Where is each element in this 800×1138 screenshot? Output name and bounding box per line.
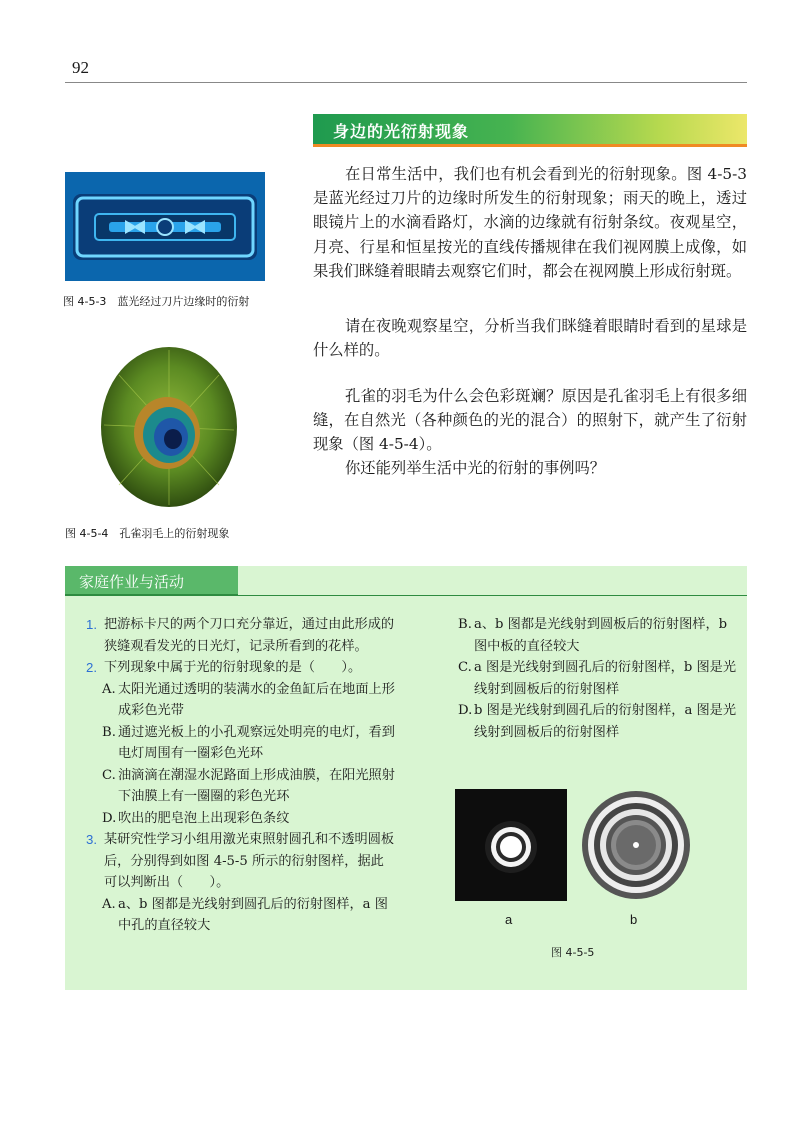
option-text: b 图是光线射到圆孔后的衍射图样，a 图是光线射到圆板后的衍射图样	[474, 703, 737, 740]
section-header	[313, 114, 747, 147]
paragraph-activity: 请在夜晚观察星空，分析当我们眯缝着眼睛时看到的星球是什么样的。	[313, 317, 747, 360]
homework-rule	[65, 595, 747, 596]
option-text: 吹出的肥皂泡上出现彩色条纹	[118, 810, 290, 826]
page-number: 92	[72, 58, 89, 77]
question-number: 1.	[86, 617, 97, 632]
figure-label-b: b	[630, 912, 638, 927]
homework-left-column	[86, 614, 396, 937]
homework-tab	[65, 566, 238, 596]
question-1	[86, 614, 396, 657]
paragraph-intro: 在日常生活中，我们也有机会看到光的衍射现象。图 4-5-3 是蓝光经过刀片的边缘时所发生的衍射现象；雨天的晚上，透过眼镜片上的水滴看路灯，水滴的边缘就有衍射条纹。夜观星空，月亮、行星和恒星按光的直线传播规律在我们视网膜上成像，如果我们眯缝着眼睛去观察它们时，都会在视网膜上形成衍射斑。	[313, 165, 747, 280]
option-text: 通过遮光板上的小孔观察远处明亮的电灯，看到电灯周围有一圈彩色光环	[118, 724, 395, 761]
figure-caption-4-5-5: 图 4-5-5	[551, 946, 595, 959]
option-text: 太阳光通过透明的装满水的金鱼缸后在地面上形成彩色光带	[118, 681, 395, 718]
option-3b	[458, 614, 742, 657]
figure-label-a: a	[505, 912, 513, 927]
option-key: A.	[102, 896, 116, 912]
option-key: A.	[102, 681, 116, 697]
paragraph-question: 你还能列举生活中光的衍射的事例吗？	[345, 459, 606, 477]
option-2b	[102, 722, 396, 765]
question-3	[86, 829, 396, 894]
question-text: 某研究性学习小组用激光束照射圆孔和不透明圆板后，分别得到如图 4-5-5 所示的衍射图样，据此可以判断出（ ）。	[104, 832, 395, 890]
option-2a	[102, 679, 396, 722]
option-key: D.	[458, 703, 473, 718]
option-key: B.	[102, 724, 116, 740]
section-title: 身边的光衍射现象	[333, 122, 470, 141]
header-rule	[65, 82, 747, 83]
option-text: a 图是光线射到圆孔后的衍射图样，b 图是光线射到圆板后的衍射图样	[474, 660, 737, 697]
razor-blade-diffraction-image	[65, 172, 265, 281]
question-text: 下列现象中属于光的衍射现象的是（ ）。	[104, 660, 362, 675]
option-2c	[102, 765, 396, 808]
question-text: 把游标卡尺的两个刀口充分靠近，通过由此形成的狭缝观看发光的日光灯，记录所看到的花样。	[104, 617, 395, 654]
option-key: C.	[102, 767, 116, 783]
option-3c	[458, 657, 742, 700]
circular-aperture-diffraction-image	[455, 789, 567, 901]
figure-caption-4-5-4: 图 4-5-4 孔雀羽毛上的衍射现象	[65, 527, 230, 540]
figure-caption-4-5-3: 图 4-5-3 蓝光经过刀片边缘时的衍射	[63, 295, 250, 308]
option-key: C.	[458, 660, 472, 675]
opaque-disc-diffraction-image	[580, 789, 692, 901]
option-2d	[102, 808, 396, 830]
question-number: 2.	[86, 660, 97, 675]
option-text: a、b 图都是光线射到圆孔后的衍射图样，a 图中孔的直径较大	[118, 896, 388, 933]
homework-right-column	[442, 614, 742, 743]
option-text: 油滴滴在潮湿水泥路面上形成油膜，在阳光照射下油膜上有一圈圈的彩色光环	[118, 767, 395, 804]
peacock-feather-image	[99, 345, 240, 510]
homework-title: 家庭作业与活动	[79, 573, 185, 591]
option-key: D.	[102, 810, 117, 826]
question-2	[86, 657, 396, 679]
option-3a	[102, 894, 396, 937]
question-number: 3.	[86, 832, 97, 847]
option-3d	[458, 700, 742, 743]
option-key: B.	[458, 617, 472, 632]
paragraph-peacock: 孔雀的羽毛为什么会色彩斑斓？原因是孔雀羽毛上有很多细缝，在自然光（各种颜色的光的混合）的照射下，就产生了衍射现象（图 4-5-4）。	[313, 387, 747, 454]
option-text: a、b 图都是光线射到圆板后的衍射图样，b 图中板的直径较大	[474, 617, 728, 654]
